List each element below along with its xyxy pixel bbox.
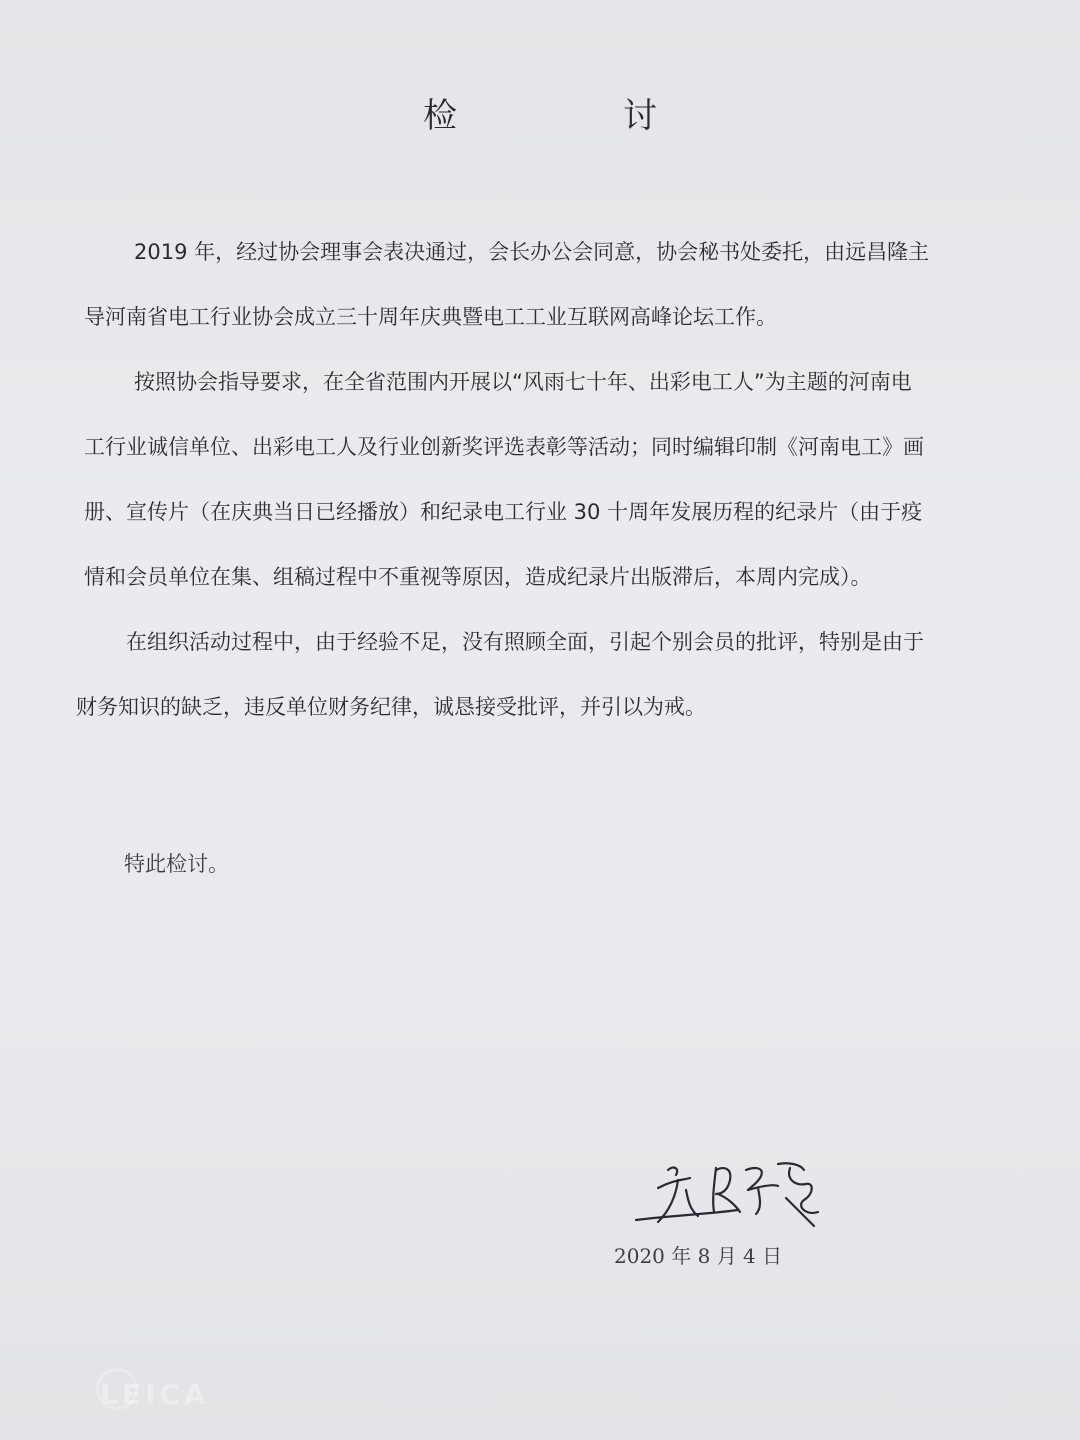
paragraph-1 [84, 220, 964, 350]
camera-watermark: LEICA [100, 1378, 210, 1411]
paragraph-3-line-2: 财务知识的缺乏，违反单位财务纪律，诚恳接受批评，并引以为戒。 [76, 695, 706, 719]
paragraph-2 [84, 350, 964, 610]
paragraph-2-line-2: 工行业诚信单位、出彩电工人及行业创新奖评选表彰等活动；同时编辑印制《河南电工》画 [84, 435, 924, 459]
closing-remark: 特此检讨。 [124, 852, 229, 876]
document-title: 检 讨 [423, 96, 723, 136]
paragraph-1-line-2: 导河南省电工行业协会成立三十周年庆典暨电工工业互联网高峰论坛工作。 [84, 305, 777, 329]
paragraph-2-line-4: 情和会员单位在集、组稿过程中不重视等原因，造成纪录片出版滞后，本周内完成）。 [84, 565, 872, 589]
paragraph-1-line-1: 2019 年，经过协会理事会表决通过，会长办公会同意，协会秘书处委托，由远昌隆主 [134, 240, 930, 264]
paragraph-3-line-1: 在组织活动过程中，由于经验不足，没有照顾全面，引起个别会员的批评，特别是由于 [126, 630, 924, 654]
handwritten-signature [628, 1150, 828, 1240]
paragraph-2-line-1: 按照协会指导要求，在全省范围内开展以“风雨七十年、出彩电工人”为主题的河南电 [134, 370, 912, 394]
document-date: 2020 年 8 月 4 日 [614, 1244, 783, 1268]
paragraph-2-line-3: 册、宣传片（在庆典当日已经播放）和纪录电工行业 30 十周年发展历程的纪录片（由于疫 [84, 500, 923, 524]
paragraph-3 [76, 610, 956, 740]
